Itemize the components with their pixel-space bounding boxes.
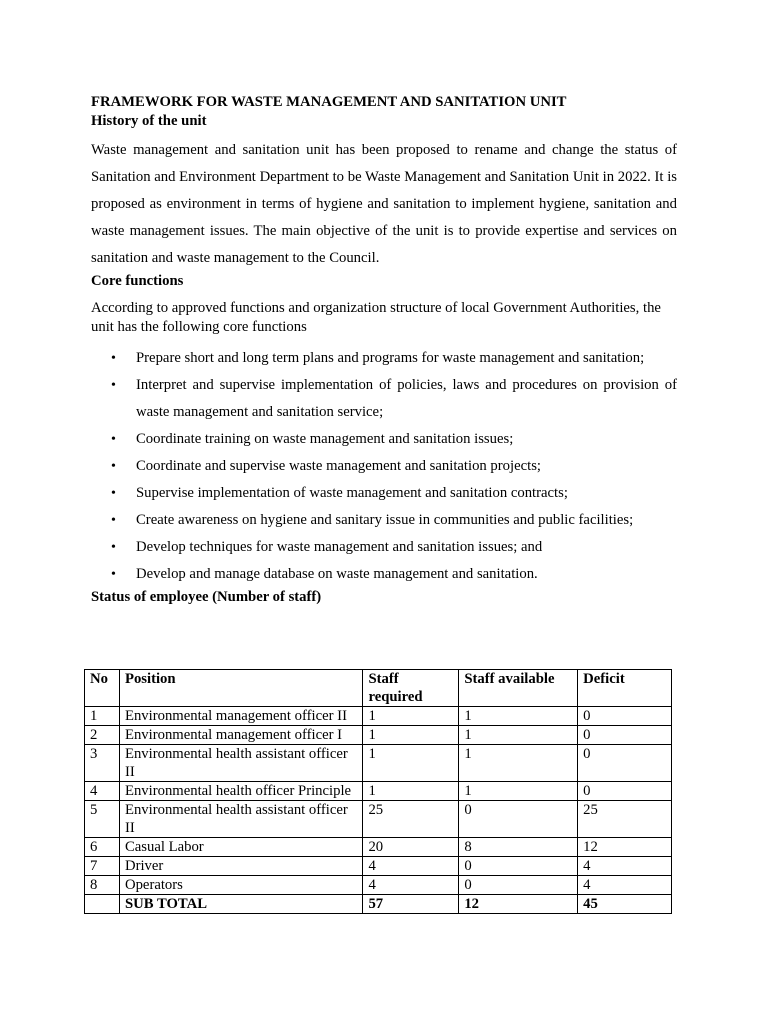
cell-deficit: 0	[578, 745, 672, 782]
bullet-icon: •	[111, 432, 116, 447]
cell-staff-available: 0	[459, 857, 578, 876]
table-row	[85, 857, 672, 876]
list-item	[91, 345, 677, 372]
subtotal-staff-available: 12	[459, 895, 578, 914]
cell-staff-required: 1	[363, 726, 459, 745]
cell-staff-required: 25	[363, 801, 459, 838]
column-header-deficit: Deficit	[578, 670, 672, 707]
list-item	[91, 507, 677, 534]
list-item-text: Create awareness on hygiene and sanitary issue in communities and public facilities;	[136, 512, 634, 528]
staff-status-heading: Status of employee (Number of staff)	[91, 589, 322, 605]
cell-no: 3	[85, 745, 120, 782]
table-row	[85, 876, 672, 895]
cell-staff-required: 1	[363, 782, 459, 801]
subtotal-staff-required: 57	[363, 895, 459, 914]
table-row	[85, 801, 672, 838]
cell-staff-required: 20	[363, 838, 459, 857]
column-header-staff-required: Staff required	[363, 670, 459, 707]
table-row	[85, 707, 672, 726]
list-item-text: Coordinate training on waste management and sanitation issues;	[136, 431, 514, 447]
cell-deficit: 25	[578, 801, 672, 838]
cell-deficit: 0	[578, 707, 672, 726]
list-item	[91, 372, 677, 426]
column-header-staff-available: Staff available	[459, 670, 578, 707]
cell-staff-available: 1	[459, 782, 578, 801]
subtotal-deficit: 45	[578, 895, 672, 914]
cell-no: 1	[85, 707, 120, 726]
cell-deficit: 12	[578, 838, 672, 857]
cell-staff-required: 4	[363, 876, 459, 895]
history-heading: History of the unit	[91, 113, 207, 129]
subtotal-no	[85, 895, 120, 914]
cell-no: 6	[85, 838, 120, 857]
cell-no: 7	[85, 857, 120, 876]
bullet-icon: •	[111, 459, 116, 474]
column-header-position: Position	[119, 670, 362, 707]
document-page	[91, 93, 677, 607]
cell-staff-available: 1	[459, 726, 578, 745]
cell-staff-required: 1	[363, 745, 459, 782]
bullet-icon: •	[111, 540, 116, 555]
cell-staff-required: 1	[363, 707, 459, 726]
bullet-icon: •	[111, 567, 116, 582]
list-item	[91, 561, 677, 588]
cell-staff-available: 0	[459, 801, 578, 838]
subtotal-label: SUB TOTAL	[119, 895, 362, 914]
document-title: FRAMEWORK FOR WASTE MANAGEMENT AND SANITATION UNIT	[91, 94, 567, 110]
list-item	[91, 534, 677, 561]
bullet-icon: •	[111, 351, 116, 366]
bullet-icon: •	[111, 486, 116, 501]
list-item	[91, 453, 677, 480]
cell-staff-available: 1	[459, 707, 578, 726]
cell-deficit: 0	[578, 782, 672, 801]
cell-deficit: 4	[578, 876, 672, 895]
history-paragraph: Waste management and sanitation unit has been proposed to rename and change the status of Sanitation and Environment Department to be Waste Management and Sanitation Unit in 2022. It is proposed as environment in terms of hygiene and sanitation to implement hygiene, sanitation and waste management issues. The main objective of the unit is to provide expertise and services on sanitation and waste management to the Council.	[91, 142, 677, 266]
list-item-text: Prepare short and long term plans and programs for waste management and sanitation;	[136, 350, 645, 366]
list-item-text: Develop techniques for waste management and sanitation issues; and	[136, 539, 543, 555]
cell-deficit: 0	[578, 726, 672, 745]
staff-table	[84, 669, 672, 914]
table-row	[85, 726, 672, 745]
cell-position: Environmental health assistant officer II	[119, 745, 362, 782]
bullet-icon: •	[111, 513, 116, 528]
subtotal-row	[85, 895, 672, 914]
list-item-text: Coordinate and supervise waste management and sanitation projects;	[136, 458, 542, 474]
list-item-text: Develop and manage database on waste management and sanitation.	[136, 566, 538, 582]
cell-position: Operators	[119, 876, 362, 895]
cell-position: Environmental health assistant officer II	[119, 801, 362, 838]
table-header-row	[85, 670, 672, 707]
cell-position: Casual Labor	[119, 838, 362, 857]
cell-staff-required: 4	[363, 857, 459, 876]
core-functions-intro: According to approved functions and organization structure of local Government Authorities, the unit has the following core functions	[91, 300, 661, 335]
table-row	[85, 838, 672, 857]
column-header-no: No	[85, 670, 120, 707]
cell-position: Driver	[119, 857, 362, 876]
cell-position: Environmental management officer II	[119, 707, 362, 726]
table-row	[85, 782, 672, 801]
cell-no: 5	[85, 801, 120, 838]
table-row	[85, 745, 672, 782]
bullet-icon: •	[111, 378, 116, 393]
cell-no: 2	[85, 726, 120, 745]
cell-staff-available: 1	[459, 745, 578, 782]
cell-no: 8	[85, 876, 120, 895]
list-item	[91, 426, 677, 453]
cell-deficit: 4	[578, 857, 672, 876]
cell-no: 4	[85, 782, 120, 801]
cell-position: Environmental management officer I	[119, 726, 362, 745]
core-functions-heading: Core functions	[91, 273, 184, 289]
list-item-text: Supervise implementation of waste management and sanitation contracts;	[136, 485, 568, 501]
core-functions-list	[91, 345, 677, 588]
cell-position: Environmental health officer Principle	[119, 782, 362, 801]
list-item	[91, 480, 677, 507]
cell-staff-available: 8	[459, 838, 578, 857]
list-item-text: Interpret and supervise implementation of policies, laws and procedures on provision of waste management and sanitation service;	[136, 377, 677, 420]
cell-staff-available: 0	[459, 876, 578, 895]
